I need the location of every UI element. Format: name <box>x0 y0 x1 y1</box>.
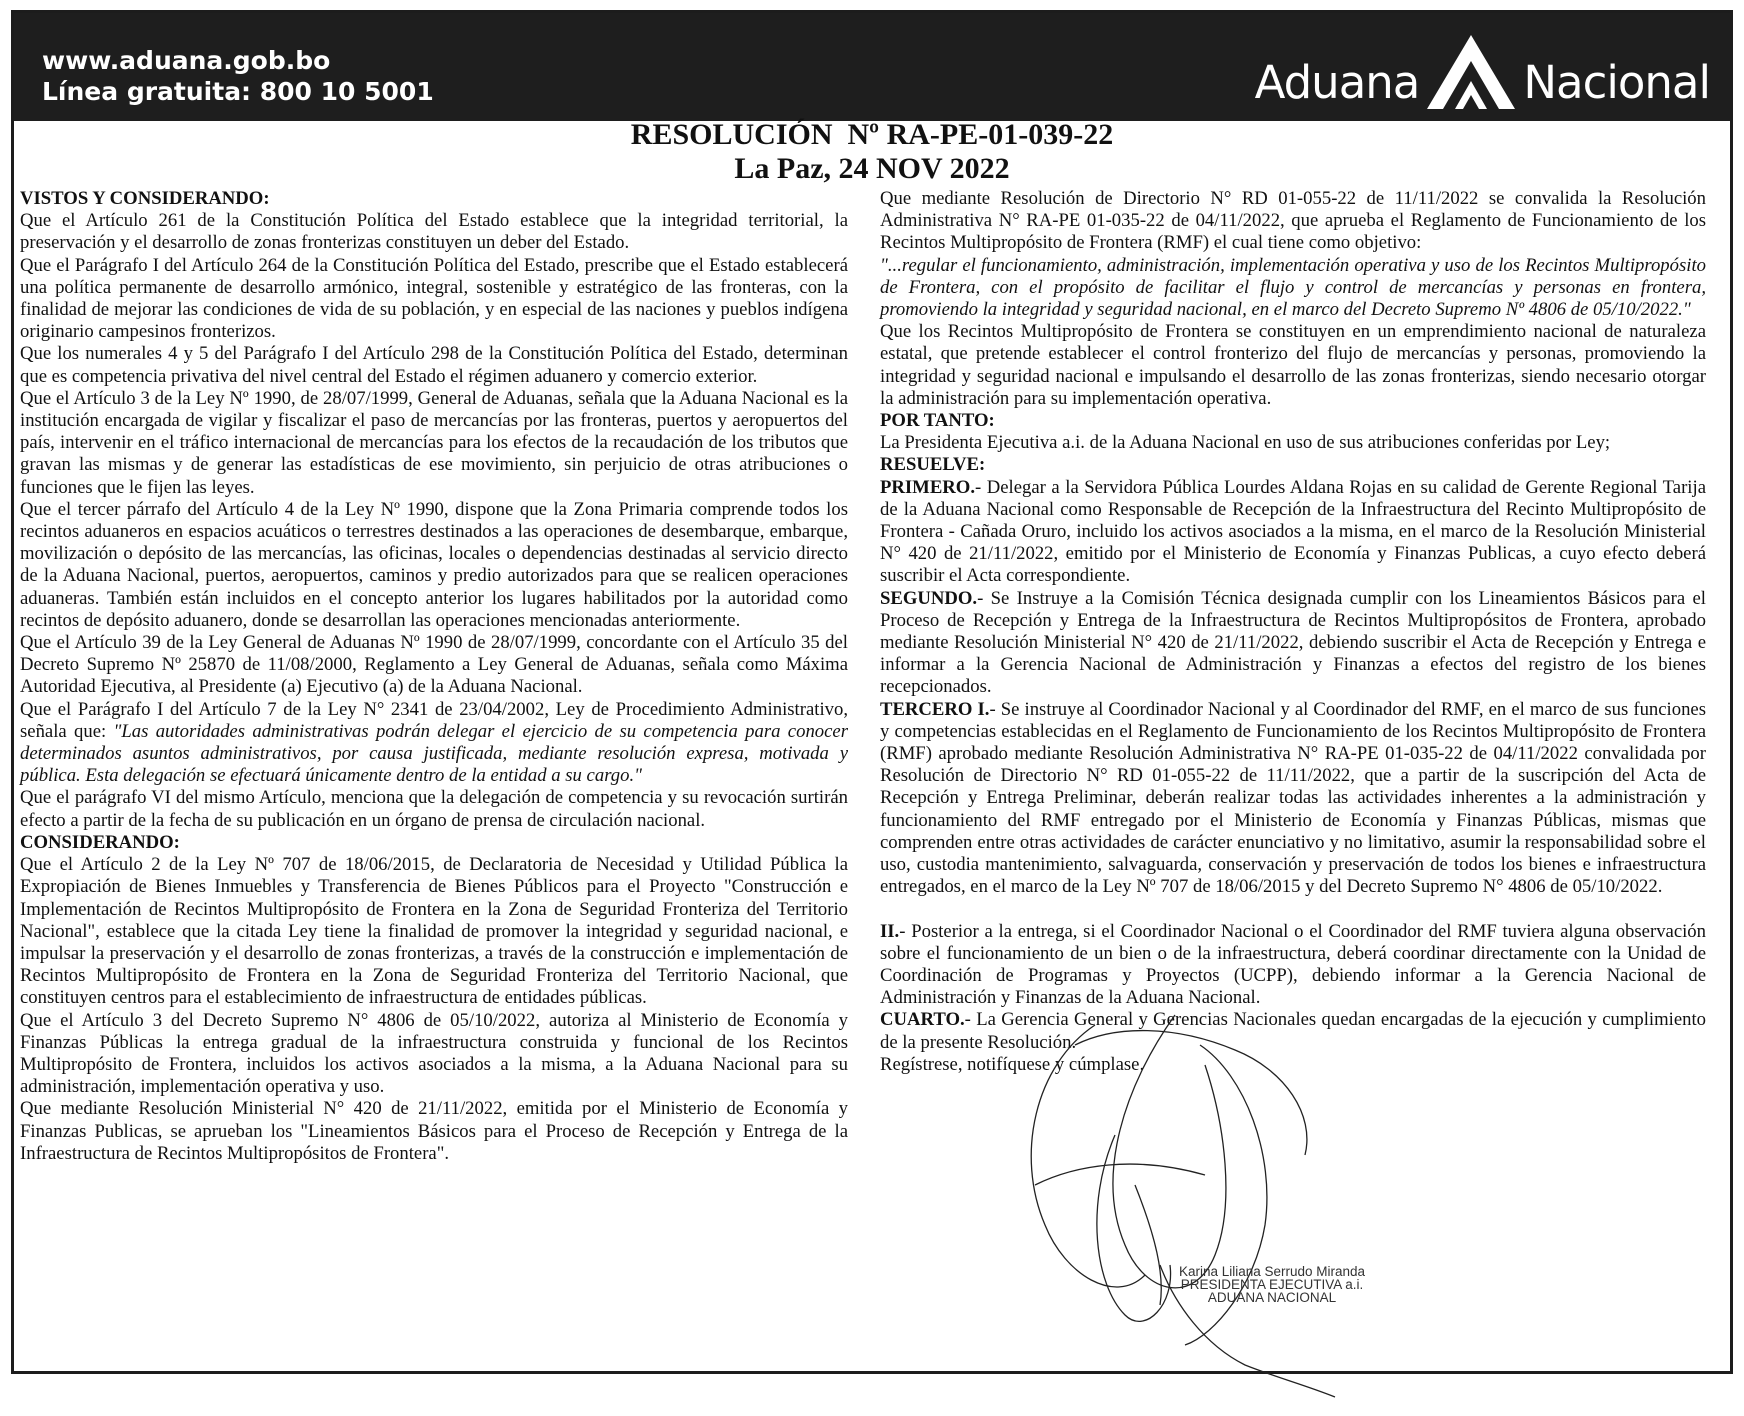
header-contact <box>42 45 434 107</box>
left-column <box>20 188 848 1165</box>
heading-por-tanto: POR TANTO: <box>880 410 995 432</box>
paragraph: Que el Artículo 2 de la Ley Nº 707 de 18/06/2015, de Declaratoria de Necesidad y Utilidad Pública la Expropiación de Bienes Inmuebles y Transferencia de Bienes Públicos para el Proyecto "Construcción e Implementación de Recintos Multipropósito de Frontera en la Zona de Seguridad Fronteriza del Territorio Nacional", establece que la citada Ley tiene la finalidad de promover la integridad y seguridad nacional, e impulsar la preservación y el desarrollo de zonas fronterizas, a través de la construcción e implementación de Recintos Multipropósito de Frontera en la Zona de Seguridad Fronteriza del Territorio Nacional, que constituyen centros para el establecimiento de infraestructura de entidades públicas. <box>20 854 848 1009</box>
paragraph: La Presidenta Ejecutiva a.i. de la Aduana Nacional en uso de sus atribuciones conferidas por Ley; <box>880 432 1611 454</box>
article-label: II. <box>880 920 900 942</box>
paragraph: Que el Artículo 261 de la Constitución Política del Estado establece que la integridad territorial, la preservación y el desarrollo de zonas fronterizas constituyen un deber del Estado. <box>20 210 848 254</box>
article-text: - Delegar a la Servidora Pública Lourdes Aldana Rojas en su calidad de Gerente Regional Tarija de la Aduana Nacional como Responsable de Recepción de la Infraestructura del Recinto Multipropósito de Frontera - Cañada Oruro, incluido los activos asociados a la misma, en el marco de la Resolución Ministerial N° 420 de 21/11/2022, emitido por el Ministerio de Economía y Finanzas Publicas, a cuyo efecto deberá suscribir el Acta correspondiente. <box>880 476 1706 587</box>
article-cuarto <box>880 1009 1706 1053</box>
logo-text-left: Aduana <box>1254 56 1420 109</box>
article-tercero <box>880 699 1706 899</box>
signer-role: PRESIDENTA EJECUTIVA a.i. <box>1180 1277 1364 1292</box>
paragraph: Que el Artículo 3 del Decreto Supremo N° 4806 de 05/10/2022, autoriza al Ministerio de Economía y Finanzas Públicas la entrega gradual de la infraestructura construida y funcional de los Recintos Multipropósito de Frontera, incluidos los activos asociados a la misma, a la Aduana Nacional para su administración, implementación operativa y uso. <box>20 1009 848 1098</box>
quoted-paragraph <box>880 255 1706 322</box>
quoted-text: "Las autoridades administrativas podrán delegar el ejercicio de su competencia para conocer determinados asuntos administrativos, por causa justificada, mediante resolución expresa, motivada y pública. Esta delegación se efectuará únicamente dentro de la entidad a su cargo." <box>20 720 848 787</box>
heading-resuelve: RESUELVE: <box>880 454 986 476</box>
right-column <box>880 188 1706 1076</box>
logo-text-right: Nacional <box>1523 56 1710 109</box>
article-label: PRIMERO. <box>880 476 975 498</box>
heading-considerando: CONSIDERANDO: <box>20 831 180 853</box>
paragraph: Que el Artículo 39 de la Ley General de Aduanas Nº 1990 de 28/07/1999, concordante con el Artículo 35 del Decreto Supremo Nº 25870 de 11/08/2000, Reglamento a Ley General de Aduanas, señala como Máxima Autoridad Ejecutiva, al Presidente (a) Ejecutivo (a) de la Aduana Nacional. <box>20 632 848 698</box>
article-label: TERCERO I. <box>880 698 990 720</box>
paragraph: Que mediante Resolución Ministerial N° 420 de 21/11/2022, emitida por el Ministerio de Economía y Finanzas Publicas, se aprueban los "Lineamientos Básicos para el Proceso de Recepción y Entrega de la Infraestructura de Recintos Multipropósitos de Frontera". <box>20 1098 848 1164</box>
paragraph-with-quote <box>20 699 848 788</box>
article-segundo <box>880 588 1706 699</box>
paragraph-text: Que el Parágrafo I del Artículo 7 de la Ley N° 2341 de 23/04/2002, Ley de Procedimiento Administrativo, señala que: <box>20 698 848 742</box>
aduana-logo <box>1255 33 1710 111</box>
paragraph: Que los Recintos Multipropósito de Frontera se constituyen en un emprendimiento nacional de naturaleza estatal, que pretende establecer el control fronterizo del flujo de mercancías y personas, promoviendo la integridad y seguridad nacional e impulsando el desarrollo de las zonas fronterizas, siendo necesario otorgar la administración para su implementación operativa. <box>880 321 1706 409</box>
article-ii <box>880 921 1706 1010</box>
aduana-mountain-icon <box>1425 33 1517 111</box>
paragraph: Que el tercer párrafo del Artículo 4 de la Ley Nº 1990, dispone que la Zona Primaria comprende todos los recintos aduaneros en espacios acuáticos o terrestres destinados a las operaciones de desembarque, embarque, movilización o depósito de las mercancías, las oficinas, locales o dependencias destinadas al servicio directo de la Aduana Nacional, puertos, aeropuertos, caminos y predio autorizados para que se realicen operaciones aduaneras. También están incluidos en el concepto anterior los lugares habilitados por la autoridad como recintos de depósito aduanero, donde se desarrollan las operaciones mencionadas anteriormente. <box>20 498 848 631</box>
signer-org: ADUANA NACIONAL <box>1207 1290 1337 1305</box>
article-text: - Se instruye al Coordinador Nacional y al Coordinador del RMF, en el marco de sus funciones y competencias establecidas en el Reglamento de Funcionamiento de los Recintos Multipropósito de Frontera (RMF) aprobado mediante Resolución Administrativa N° RA-PE 01-035-22 de 04/11/2022 convalidada por Resolución de Directorio N° RD 01-055-22 de 11/11/2022, que a partir de la suscripción del Acta de Recepción y Entrega Preliminar, deberán realizar todas las actividades inherentes a la administración y funcionamiento del RMF entregado por el Ministerio de Economía y Finanzas Públicas, mismas que comprenden entre otras actividades de carácter enunciativo y no limitativo, asumir la responsabilidad sobre el uso, custodia mantenimiento, salvaguarda, conservación y preservación de todos los bienes e infraestructura entregados, en el marco de la Ley Nº 707 de 18/06/2015 y del Decreto Supremo N° 4806 de 05/10/2022. <box>880 698 1706 898</box>
paragraph: Que mediante Resolución de Directorio N° RD 01-055-22 de 11/11/2022 se convalida la Resolución Administrativa N° RA-PE 01-035-22 de 04/11/2022, que aprueba el Reglamento de Funcionamiento de los Recintos Multipropósito de Frontera (RMF) el cual tiene como objetivo: <box>880 188 1706 254</box>
signature-block <box>1172 1265 1372 1304</box>
closing-line: Regístrese, notifíquese y cúmplase. <box>880 1053 1145 1075</box>
signer-name: Karina Liliana Serrudo Miranda <box>1178 1264 1366 1279</box>
page-header <box>14 13 1730 121</box>
article-text: - Se Instruye a la Comisión Técnica designada cumplir con los Lineamientos Básicos para el Proceso de Recepción y Entrega de la Infraestructura de Recintos Multipropósitos de Frontera, aprobado mediante Resolución Ministerial N° 420 de 21/11/2022, debiendo suscribir el Acta de Recepción y Entrega e informar a la Gerencia Nacional de Administración y Finanzas a efectos del registro de los bienes recepcionados. <box>880 587 1706 698</box>
website-link[interactable]: www.aduana.gob.bo <box>42 46 331 75</box>
place-date: La Paz, 24 NOV 2022 <box>734 152 1010 185</box>
article-primero <box>880 477 1706 588</box>
paragraph: Que el Parágrafo I del Artículo 264 de la Constitución Política del Estado, prescribe que el Estado establecerá una política permanente de desarrollo armónico, integral, sostenible y estratégico de las fronteras, con la finalidad de mejorar las condiciones de vida de su población, y en especial de las naciones y pueblos indígena originario campesinos fronterizos. <box>20 254 848 343</box>
heading-vistos: VISTOS Y CONSIDERANDO: <box>20 188 270 209</box>
article-label: SEGUNDO. <box>880 587 978 609</box>
resolution-number: RESOLUCIÓN Nº RA-PE-01-039-22 <box>630 118 1114 151</box>
article-text: - Posterior a la entrega, si el Coordinador Nacional o el Coordinador del RMF tuviera alguna observación sobre el funcionamiento de un bien o de la infraestructura, deberá coordinar directamente con la Unidad de Coordinación de Programas y Proyectos (UCPP), debiendo informar a la Gerencia Nacional de Administración y Finanzas de la Aduana Nacional. <box>880 920 1706 1009</box>
spacer <box>880 899 1706 921</box>
paragraph: Que los numerales 4 y 5 del Parágrafo I del Artículo 298 de la Constitución Política del Estado, determinan que es competencia privativa del nivel central del Estado el régimen aduanero y comercio exterior. <box>20 343 848 387</box>
article-label: CUARTO. <box>880 1009 965 1031</box>
paragraph: Que el Artículo 3 de la Ley Nº 1990, de 28/07/1999, General de Aduanas, señala que la Aduana Nacional es la institución encargada de vigilar y fiscalizar el paso de mercancías por las fronteras, puertos y aeropuertos del país, intervenir en el tráfico internacional de mercancías para los efectos de la recaudación de los tributos que gravan las mismas y de generar las estadísticas de ese movimiento, sin perjuicio de otras atribuciones o funciones que le fijen las leyes. <box>20 387 848 498</box>
paragraph: Que el parágrafo VI del mismo Artículo, menciona que la delegación de competencia y su revocación surtirán efecto a partir de la fecha de su publicación en un órgano de prensa de circulación nacional. <box>20 787 848 831</box>
hotline-text: Línea gratuita: 800 10 5001 <box>42 77 434 106</box>
quoted-text: "...regular el funcionamiento, administración, implementación operativa y uso de los Recintos Multipropósito de Frontera, con el propósito de facilitar el flujo y control de mercancías y personas en frontera, promoviendo la integridad y seguridad nacional, en el marco del Decreto Supremo Nº 4806 de 05/10/2022." <box>880 254 1706 321</box>
resolution-title <box>0 118 1744 186</box>
article-text: - La Gerencia General y Gerencias Nacionales quedan encargadas de la ejecución y cumplimiento de la presente Resolución. <box>880 1009 1706 1053</box>
